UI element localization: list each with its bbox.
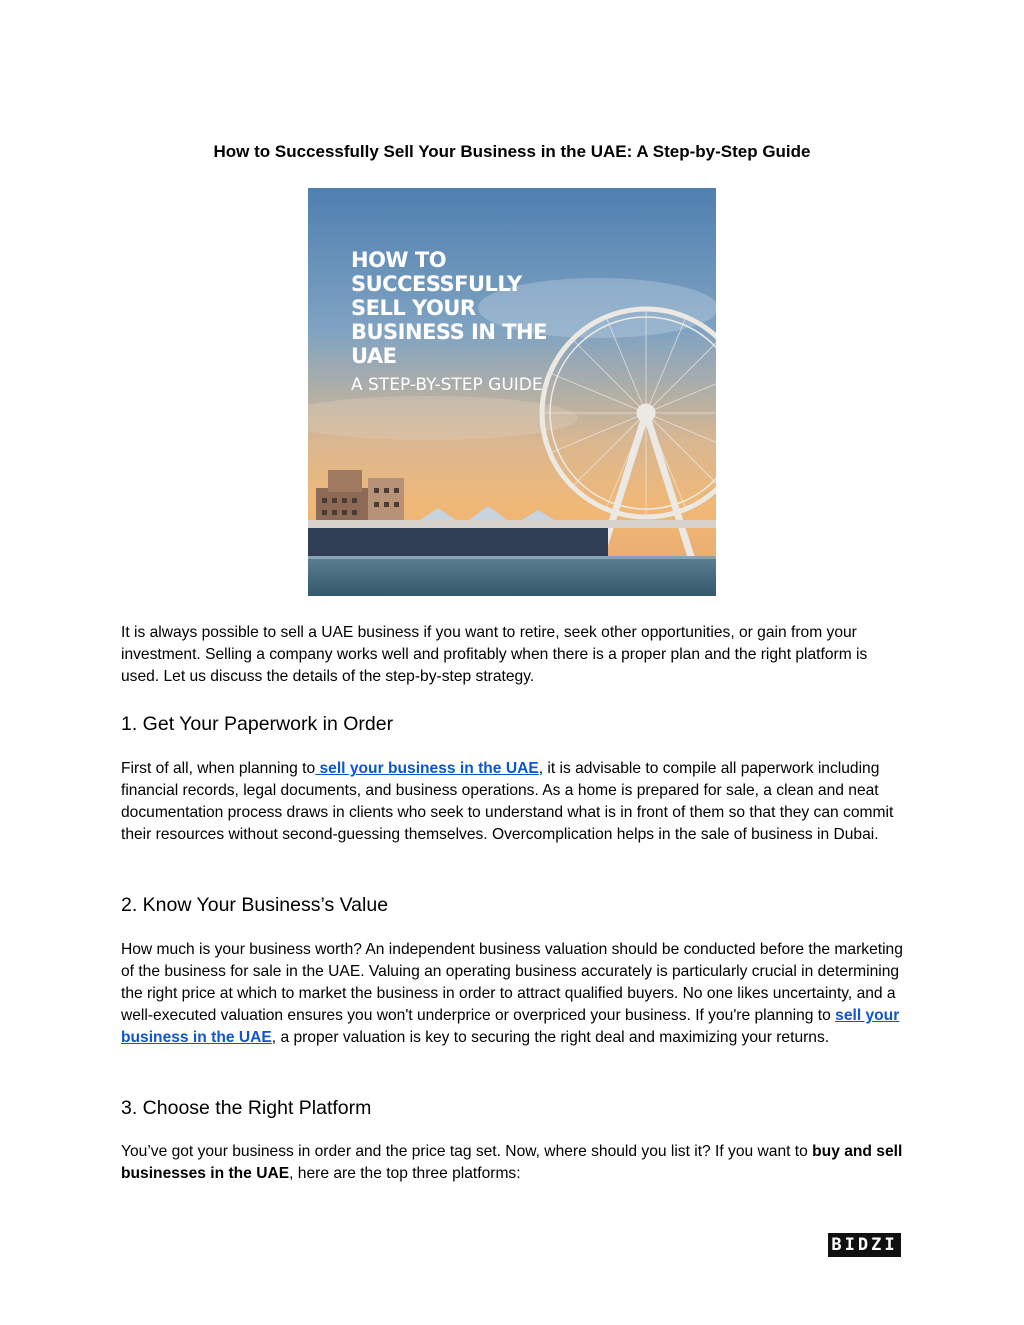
- document-title: How to Successfully Sell Your Business in the UAE: A Step-by-Step Guide: [213, 142, 811, 161]
- hero-image: [308, 188, 716, 596]
- logo-text: BIDZI: [831, 1235, 898, 1255]
- section-2-text-after: , a proper valuation is key to securing the right deal and maximizing your returns.: [271, 1029, 830, 1046]
- section-2-paragraph: [121, 939, 903, 1049]
- sell-business-link-2[interactable]: sell your business in the UAE: [121, 1007, 900, 1046]
- section-3-paragraph: [121, 1141, 903, 1185]
- section-2-heading: 2. Know Your Business’s Value: [121, 894, 389, 916]
- hero-heading: HOW TO SUCCESSFULLY SELL YOUR BUSINESS IN THE UAE: [351, 248, 547, 368]
- bidzi-logo: [828, 1233, 901, 1257]
- section-2-text-before: How much is your business worth? An independent business valuation should be conducted before the marketing of the business for sale in the UAE. Valuing an operating business accurately is particularly crucial in determining the right price at which to market the business in order to attract qualified buyers. No one likes uncertainty, and a well-executed valuation ensures you won't underprice or overpriced your business. If you're planning to: [121, 941, 903, 1024]
- sell-business-link-1[interactable]: sell your business in the UAE: [315, 760, 539, 777]
- section-3-body: [121, 1141, 903, 1185]
- section-1: [121, 712, 903, 736]
- section-2-body: [121, 939, 903, 1049]
- intro-section: [121, 622, 903, 688]
- section-1-text-before: First of all, when planning to: [121, 760, 316, 777]
- section-3-bold-text: buy and sell businesses in the UAE: [121, 1143, 903, 1182]
- section-1-text-after: , it is advisable to compile all paperwork including financial records, legal documents, and business operations. As a home is prepared for sale, a clean and neat documentation process draws in clients who seek to understand what is in front of them so that they can commit their resources without second-guessing themselves. Overcomplication helps in the sale of business in Dubai.: [121, 760, 894, 843]
- section-3: [121, 1096, 903, 1120]
- section-3-text-after: , here are the top three platforms:: [289, 1165, 521, 1182]
- intro-paragraph: It is always possible to sell a UAE business if you want to retire, seek other opportunities, or gain from your investment. Selling a company works well and profitably when there is a proper plan and the right platform is used. Let us discuss the details of the step-by-step strategy.: [121, 624, 868, 685]
- hero-subheading: A STEP-BY-STEP GUIDE: [351, 375, 543, 395]
- section-1-paragraph: [121, 758, 903, 846]
- section-1-heading: 1. Get Your Paperwork in Order: [121, 713, 394, 735]
- section-3-text-before: You’ve got your business in order and the price tag set. Now, where should you list it? If you want to: [121, 1143, 813, 1160]
- section-2: [121, 893, 903, 917]
- section-1-body: [121, 758, 903, 846]
- section-3-heading: 3. Choose the Right Platform: [121, 1097, 372, 1119]
